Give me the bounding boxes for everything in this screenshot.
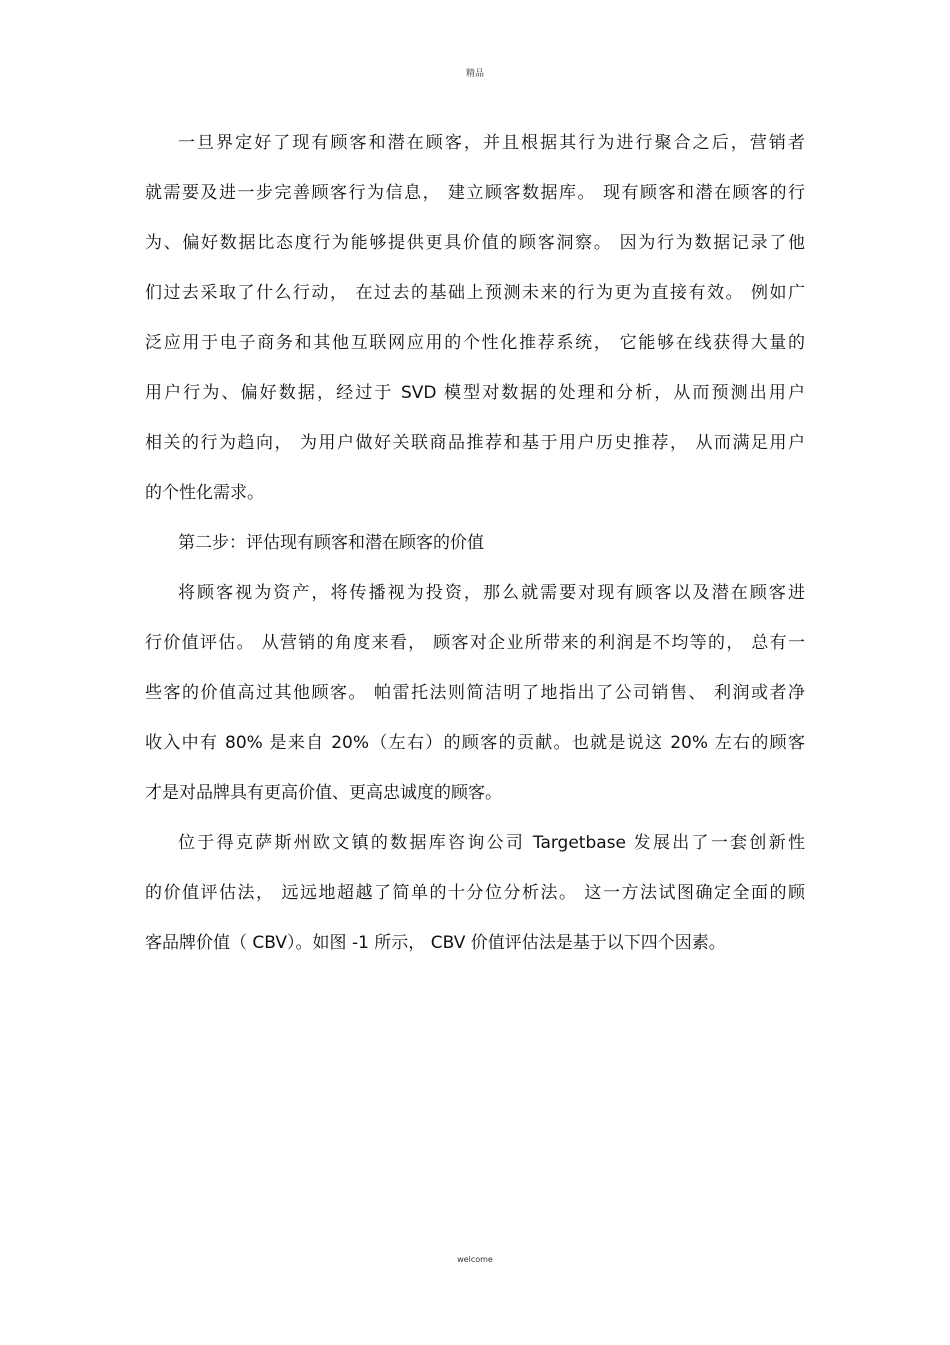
paragraph-2-line-4: 收入中有 80% 是来自 20%（左右）的顾客的贡献。也就是说这 20% 左右的顾客 [145, 733, 805, 753]
paragraph-1-line-4: 们过去采取了什么行动， 在过去的基础上预测未来的行为更为直接有效。 例如广 [145, 283, 805, 303]
paragraph-2-line-2: 行价值评估。 从营销的角度来看， 顾客对企业所带来的利润是不均等的， 总有一 [145, 633, 805, 653]
paragraph-2-line-1: 将顾客视为资产，将传播视为投资，那么就需要对现有顾客以及潜在顾客进 [178, 583, 805, 603]
section-heading: 第二步：评估现有顾客和潜在顾客的价值 [178, 533, 484, 553]
page-footer-mark: welcome [457, 1255, 493, 1264]
paragraph-3-line-2: 的价值评估法， 远远地超越了简单的十分位分析法。 这一方法试图确定全面的顾 [145, 883, 805, 903]
paragraph-1-line-1: 一旦界定好了现有顾客和潜在顾客，并且根据其行为进行聚合之后，营销者 [178, 133, 805, 153]
paragraph-1-line-6: 用户行为、偏好数据，经过于 SVD 模型对数据的处理和分析，从而预测出用户 [145, 383, 805, 403]
paragraph-2-line-5: 才是对品牌具有更高价值、更高忠诚度的顾客。 [145, 783, 502, 803]
paragraph-1-line-5: 泛应用于电子商务和其他互联网应用的个性化推荐系统， 它能够在线获得大量的 [145, 333, 805, 353]
page-header-mark: 精品 [465, 69, 484, 79]
paragraph-2-line-3: 些客的价值高过其他顾客。 帕雷托法则简洁明了地指出了公司销售、 利润或者净 [145, 683, 805, 703]
paragraph-1-line-8: 的个性化需求。 [145, 483, 264, 503]
paragraph-1-line-3: 为、偏好数据比态度行为能够提供更具价值的顾客洞察。 因为行为数据记录了他 [145, 233, 805, 253]
paragraph-3-line-1: 位于得克萨斯州欧文镇的数据库咨询公司 Targetbase 发展出了一套创新性 [178, 833, 805, 853]
paragraph-3-line-3: 客品牌价值（ CBV）。如图 -1 所示， CBV 价值评估法是基于以下四个因素。 [145, 933, 726, 953]
paragraph-1-line-7: 相关的行为趋向， 为用户做好关联商品推荐和基于用户历史推荐， 从而满足用户 [145, 433, 805, 453]
paragraph-1-line-2: 就需要及进一步完善顾客行为信息， 建立顾客数据库。 现有顾客和潜在顾客的行 [145, 183, 805, 203]
